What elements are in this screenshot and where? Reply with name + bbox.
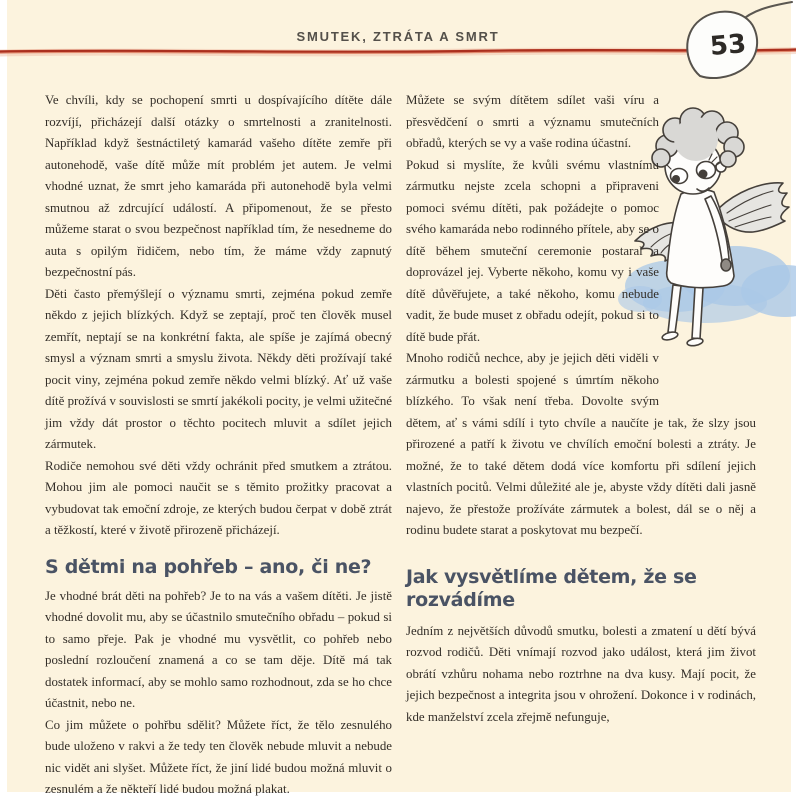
body-paragraph: Je vhodné brát děti na pohřeb? Je to na vás a vašem dítěti. Je jistě vhodné dovolit mu, aby se účastnilo smutečního obřadu – pokud si to samo přeje. Pak je vhodné mu vysvětlit, co pohřeb nebo poslední rozloučení znamená a co se tam děje. Dítě má tak dostatek informací, aby se mohlo samo rozhodnout, zda se ho chce účastnit, nebo ne. [45, 588, 392, 710]
right-text-column [406, 90, 756, 728]
page-number: 53 [708, 28, 748, 62]
body-paragraph: Pokud si myslíte, že kvůli svému vlastnímu zármutku nejste zcela schopni a připraveni pomoci svému dítěti, pak požádejte o pomoc svého kamaráda nebo rodinného přítele, aby se o dítě během smuteční ceremonie postaral a doprovázel jej. Vyberte někoho, komu vy i vaše dítě důvěřujete, a také někoho, komu nebude vadit, že bude muset z obřadu odejít, pokud si to dítě bude přát. [406, 157, 659, 344]
body-paragraph: Mnoho rodičů nechce, aby je jejich děti viděli v zármutku a bolesti spojené s úmrtím někoho blízkého. To však není třeba. Dovolte svým dětem, ať s vámi sdílí i tyto chvíle a naučíte je tak, že slzy jsou přirozené a patří k životu ve chvílích emoční bolesti a ztráty. Je možné, že to také dětem dodá více komfortu při sdílení jejich vlastních pocitů. Velmi důležité ale je, abyste vždy dítěti dali jasně najevo, že přestože prožíváte zármutek a bolest, dál se o něj a rodinu budete starat a poskytovat mu bezpečí. [406, 351, 756, 537]
page-margin-left [0, 0, 7, 800]
body-paragraph: Můžete se svým dítětem sdílet vaši víru a přesvědčení o smrti a významu smutečních obřadů, kterých se vy a vaše rodina účastní. [406, 93, 659, 150]
page-number-bubble [660, 0, 796, 96]
section-heading-funeral: S dětmi na pohřeb – ano, či ne? [45, 555, 372, 578]
body-paragraph: Jedním z největších důvodů smutku, bolesti a zmatení u dětí bývá rozvod rodičů. Děti vnímají rozvod jako událost, která jim život obrátí vzhůru nohama nebo roztrhne na dva kusy. Mají pocit, že jejich bezpečnost a integrita jsou v ohrožení. Dokonce i v rodinách, kde manželství zcela zřejmě nefunguje, [406, 623, 756, 724]
body-paragraph: Ve chvíli, kdy se pochopení smrti u dospívajícího dítěte dále rozvíjí, přicházejí další otázky o smrtelnosti a zranitelnosti. Například když šestnáctiletý kamarád vašeho dítěte zemře při autonehodě, vaše dítě může mít problém jet autem. Je velmi vhodné uznat, že smrt jeho kamaráda při autonehodě byla velmi smutnou až zdrcující událostí. A připomenout, že se přesto můžeme starat o svou bezpečnost například tím, že nesedneme do auta s opilým řidičem, nebo tím, že máme vždy zapnutý bezpečnostní pás. [45, 93, 392, 279]
body-paragraph: Co jim můžete o pohřbu sdělit? Můžete říct, že tělo zesnulého bude uloženo v rakvi a že tedy ten člověk nebude mluvit a nebude nic vidět ani slyšet. Můžete říct, že jiní lidé budou možná mluvit o zesnulém a že někteří lidé budou možná plakat. [45, 717, 392, 796]
body-paragraph: Děti často přemýšlejí o významu smrti, zejména pokud zemře někdo z jejich blízkých. Když se zeptají, proč ten člověk musel zemřít, neptají se na konkrétní fakta, ale spíše je zajímá obecný smysl a význam smrti a smyslu života. Někdy děti prožívají také pocit viny, zejména pokud zemře někdo velmi blízký. Ať už vaše dítě prožívá v souvislosti se smrtí jakékoli pocity, je velmi užitečné jim vždy dát prostor o těchto pocitech mluvit a sdílet jejich zármutek. [45, 286, 392, 451]
left-text-column [45, 90, 392, 800]
illustration-spacer [659, 90, 756, 398]
chapter-title: SMUTEK, ZTRÁTA A SMRT [296, 29, 500, 44]
section-heading-divorce: Jak vysvětlíme dětem, že se rozvádíme [406, 565, 697, 611]
body-paragraph: Rodiče nemohou své děti vždy ochránit před smutkem a ztrátou. Mohou jim ale pomoci naučit se s těmito prožitky pracovat a vybudovat tak emoční zdroje, ze kterých budou čerpat v době ztrát a těžkostí, které v životě přirozeně přicházejí. [45, 458, 392, 537]
